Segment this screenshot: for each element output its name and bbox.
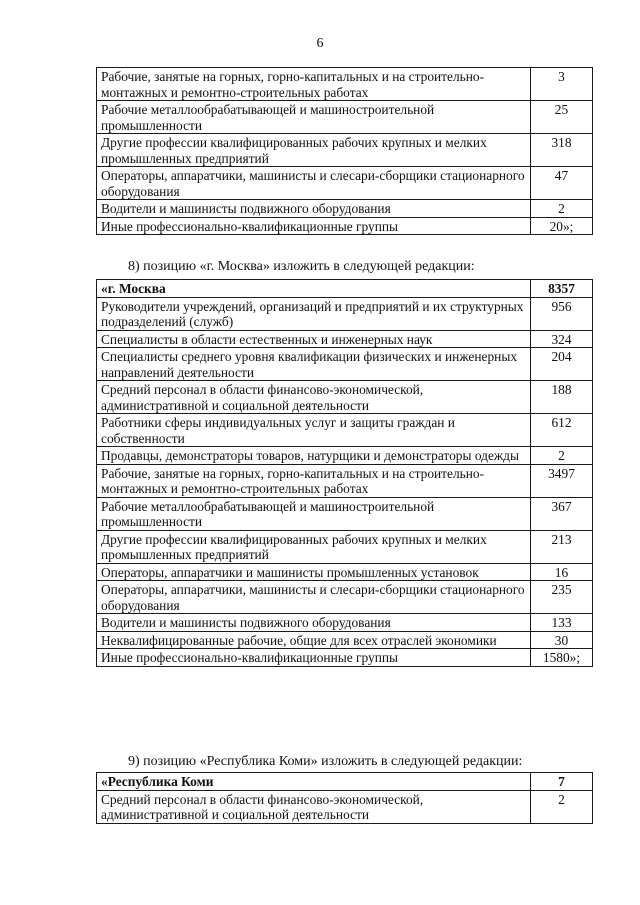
occupation-group-name: Неквалифицированные рабочие, общие для всех отраслей экономики <box>97 631 531 649</box>
occupation-group-name: Операторы, аппаратчики, машинисты и слесари-сборщики стационарного оборудования <box>97 581 531 614</box>
table-row <box>97 414 593 447</box>
occupation-group-count: 2 <box>531 200 593 218</box>
page-number: 6 <box>316 36 324 51</box>
occupation-group-name: Другие профессии квалифицированных рабочих крупных и мелких промышленных предприятий <box>97 530 531 563</box>
occupation-group-name: Рабочие, занятые на горных, горно-капитальных и на строительно-монтажных и ремонтно-строительных работах <box>97 464 531 497</box>
occupation-group-name: Работники сферы индивидуальных услуг и защиты граждан и собственности <box>97 414 531 447</box>
occupation-group-count: 612 <box>531 414 593 447</box>
table-row <box>97 563 593 581</box>
table-row <box>97 614 593 632</box>
region-heading-row <box>97 280 593 298</box>
occupation-group-count: 956 <box>531 297 593 330</box>
occupation-group-count: 2 <box>531 447 593 465</box>
occupation-group-name: Продавцы, демонстраторы товаров, натурщики и демонстраторы одежды <box>97 447 531 465</box>
table-row <box>97 581 593 614</box>
occupation-group-count: 47 <box>531 167 593 200</box>
table-row <box>97 68 593 101</box>
occupation-group-count: 25 <box>531 101 593 134</box>
occupation-group-name: Операторы, аппаратчики и машинисты промышленных установок <box>97 563 531 581</box>
occupation-group-name: Средний персонал в области финансово-экономической, административной и социальной деятельности <box>97 790 531 823</box>
occupation-group-count: 3 <box>531 68 593 101</box>
table-row <box>97 381 593 414</box>
occupation-group-count: 235 <box>531 581 593 614</box>
occupation-group-name: Специалисты в области естественных и инженерных наук <box>97 330 531 348</box>
table-row <box>97 631 593 649</box>
table-komi <box>96 772 593 824</box>
occupation-group-count: 3497 <box>531 464 593 497</box>
occupation-group-count: 204 <box>531 348 593 381</box>
occupation-group-name: Рабочие металлообрабатывающей и машиностроительной промышленности <box>97 101 531 134</box>
table-row <box>97 297 593 330</box>
table-row <box>97 134 593 167</box>
table-moscow <box>96 279 593 667</box>
table-row <box>97 217 593 235</box>
occupation-group-count: 16 <box>531 563 593 581</box>
occupation-group-name: Рабочие металлообрабатывающей и машиностроительной промышленности <box>97 497 531 530</box>
table-row <box>97 101 593 134</box>
occupation-group-count: 367 <box>531 497 593 530</box>
table-row <box>97 649 593 667</box>
occupation-group-count: 2 <box>531 790 593 823</box>
occupation-group-name: Водители и машинисты подвижного оборудования <box>97 614 531 632</box>
occupation-group-name: Специалисты среднего уровня квалификации физических и инженерных направлений деятельности <box>97 348 531 381</box>
occupation-group-count: 30 <box>531 631 593 649</box>
occupation-group-name: Руководители учреждений, организаций и предприятий и их структурных подразделений (служб) <box>97 297 531 330</box>
occupation-group-count: 1580»; <box>531 649 593 667</box>
table-row <box>97 497 593 530</box>
table-row <box>97 348 593 381</box>
occupation-group-count: 8357 <box>531 280 593 298</box>
table-row <box>97 200 593 218</box>
occupation-group-name: Операторы, аппаратчики, машинисты и слесари-сборщики стационарного оборудования <box>97 167 531 200</box>
occupation-group-count: 133 <box>531 614 593 632</box>
table-row <box>97 464 593 497</box>
occupation-group-name: Иные профессионально-квалификационные группы <box>97 217 531 235</box>
occupation-group-count: 7 <box>531 773 593 791</box>
occupation-group-count: 318 <box>531 134 593 167</box>
occupation-group-name: Водители и машинисты подвижного оборудования <box>97 200 531 218</box>
region-heading-row <box>97 773 593 791</box>
occupation-group-name: Другие профессии квалифицированных рабочих крупных и мелких промышленных предприятий <box>97 134 531 167</box>
table-previous-region-continued <box>96 67 593 235</box>
occupation-group-name: «Республика Коми <box>97 773 531 791</box>
instruction-komi: 9) позицию «Республика Коми» изложить в следующей редакции: <box>128 754 523 769</box>
occupation-group-name: Рабочие, занятые на горных, горно-капитальных и на строительно-монтажных и ремонтно-строительных работах <box>97 68 531 101</box>
occupation-group-count: 188 <box>531 381 593 414</box>
occupation-group-name: Средний персонал в области финансово-экономической, административной и социальной деятельности <box>97 381 531 414</box>
table-row <box>97 790 593 823</box>
occupation-group-name: Иные профессионально-квалификационные группы <box>97 649 531 667</box>
occupation-group-count: 324 <box>531 330 593 348</box>
table-row <box>97 330 593 348</box>
occupation-group-count: 213 <box>531 530 593 563</box>
table-row <box>97 447 593 465</box>
table-row <box>97 530 593 563</box>
table-row <box>97 167 593 200</box>
occupation-group-count: 20»; <box>531 217 593 235</box>
occupation-group-name: «г. Москва <box>97 280 531 298</box>
instruction-moscow: 8) позицию «г. Москва» изложить в следующей редакции: <box>128 259 475 274</box>
